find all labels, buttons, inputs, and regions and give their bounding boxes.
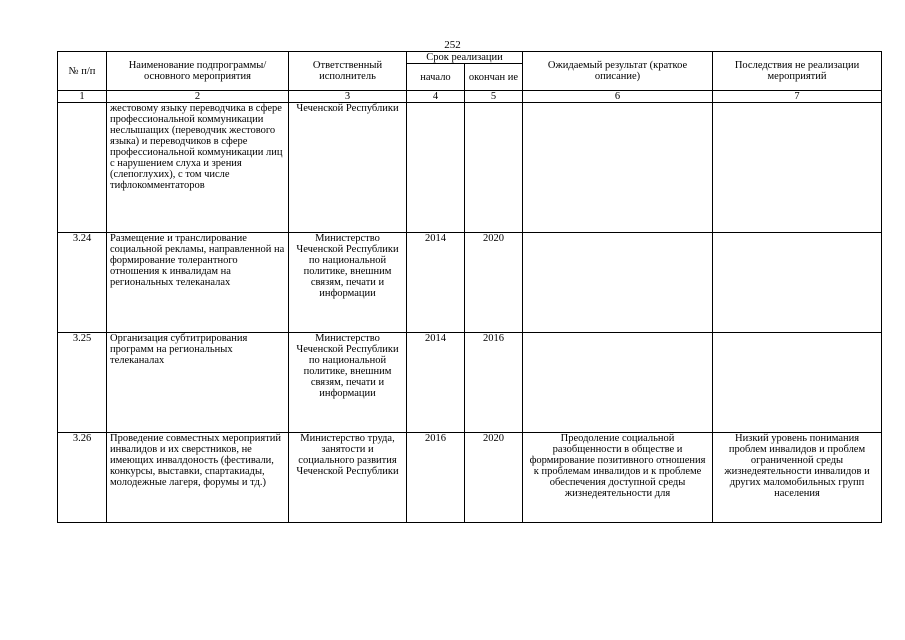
page-number: 252 [444, 39, 461, 51]
row-result: Преодоление социальной разобщенности в обществе и формирование позитивного отношения к проблемам инвалидов и к проблеме обеспечения доступной среды жизнедеятельности для [523, 433, 713, 523]
row-responsible: Министерство Чеченской Республики по национальной политике, внешним связям, печати и информации [289, 233, 407, 333]
header-name: Наименование подпрограммы/ основного мероприятия [107, 52, 289, 91]
header-responsible: Ответственный исполнитель [289, 52, 407, 91]
row-start: 2014 [407, 233, 465, 333]
row-num: 3.26 [58, 433, 107, 523]
row-consequence [713, 233, 882, 333]
table-row [58, 333, 882, 433]
row-result [523, 103, 713, 233]
row-name: Организация субтитрирования программ на региональных телеканалах [107, 333, 289, 433]
row-end: 2020 [465, 233, 523, 333]
header-row-top [58, 52, 882, 64]
row-consequence [713, 103, 882, 233]
row-end [465, 103, 523, 233]
row-consequence [713, 333, 882, 433]
row-consequence: Низкий уровень понимания проблем инвалидов и проблем ограниченной среды жизнедеятельности инвалидов и других маломобильных групп населения [713, 433, 882, 523]
row-end: 2020 [465, 433, 523, 523]
column-number: 5 [465, 91, 523, 103]
row-start [407, 103, 465, 233]
row-result [523, 333, 713, 433]
header-consequence: Последствия не реализации мероприятий [713, 52, 882, 91]
table-row [58, 433, 882, 523]
column-number: 4 [407, 91, 465, 103]
header-num: № п/п [58, 52, 107, 91]
column-number: 6 [523, 91, 713, 103]
header-end: окончан ие [465, 64, 523, 91]
row-start: 2016 [407, 433, 465, 523]
column-number-row [58, 91, 882, 103]
row-result [523, 233, 713, 333]
row-num: 3.24 [58, 233, 107, 333]
header-start: начало [407, 64, 465, 91]
table-row [58, 233, 882, 333]
program-table [57, 51, 882, 523]
row-name: Размещение и транслирование социальной рекламы, направленной на формирование толерантного отношения к инвалидам на региональных телеканалах [107, 233, 289, 333]
row-responsible: Министерство Чеченской Республики по национальной политике, внешним связям, печати и информации [289, 333, 407, 433]
row-num [58, 103, 107, 233]
column-number: 7 [713, 91, 882, 103]
row-name: жестовому языку переводчика в сфере профессиональной коммуникации неслышащих (переводчик жестового языка) и переводчиков в сфере профессиональной коммуникации лиц с нарушением слуха и зрения (слепоглухих), с том числе тифлокомментаторов [107, 103, 289, 233]
row-name: Проведение совместных мероприятий инвалидов и их сверстников, не имеющих инвалдоность (фестивали, конкурсы, выставки, спартакиады, молодежные лагеря, форумы и тд.) [107, 433, 289, 523]
column-number: 2 [107, 91, 289, 103]
row-num: 3.25 [58, 333, 107, 433]
table-row [58, 103, 882, 233]
header-result: Ожидаемый результат (краткое описание) [523, 52, 713, 91]
row-responsible: Министерство труда, занятости и социального развития Чеченской Республики [289, 433, 407, 523]
row-responsible: Чеченской Республики [289, 103, 407, 233]
column-number: 1 [58, 91, 107, 103]
row-end: 2016 [465, 333, 523, 433]
header-period: Срок реализации [407, 52, 523, 64]
row-start: 2014 [407, 333, 465, 433]
column-number: 3 [289, 91, 407, 103]
